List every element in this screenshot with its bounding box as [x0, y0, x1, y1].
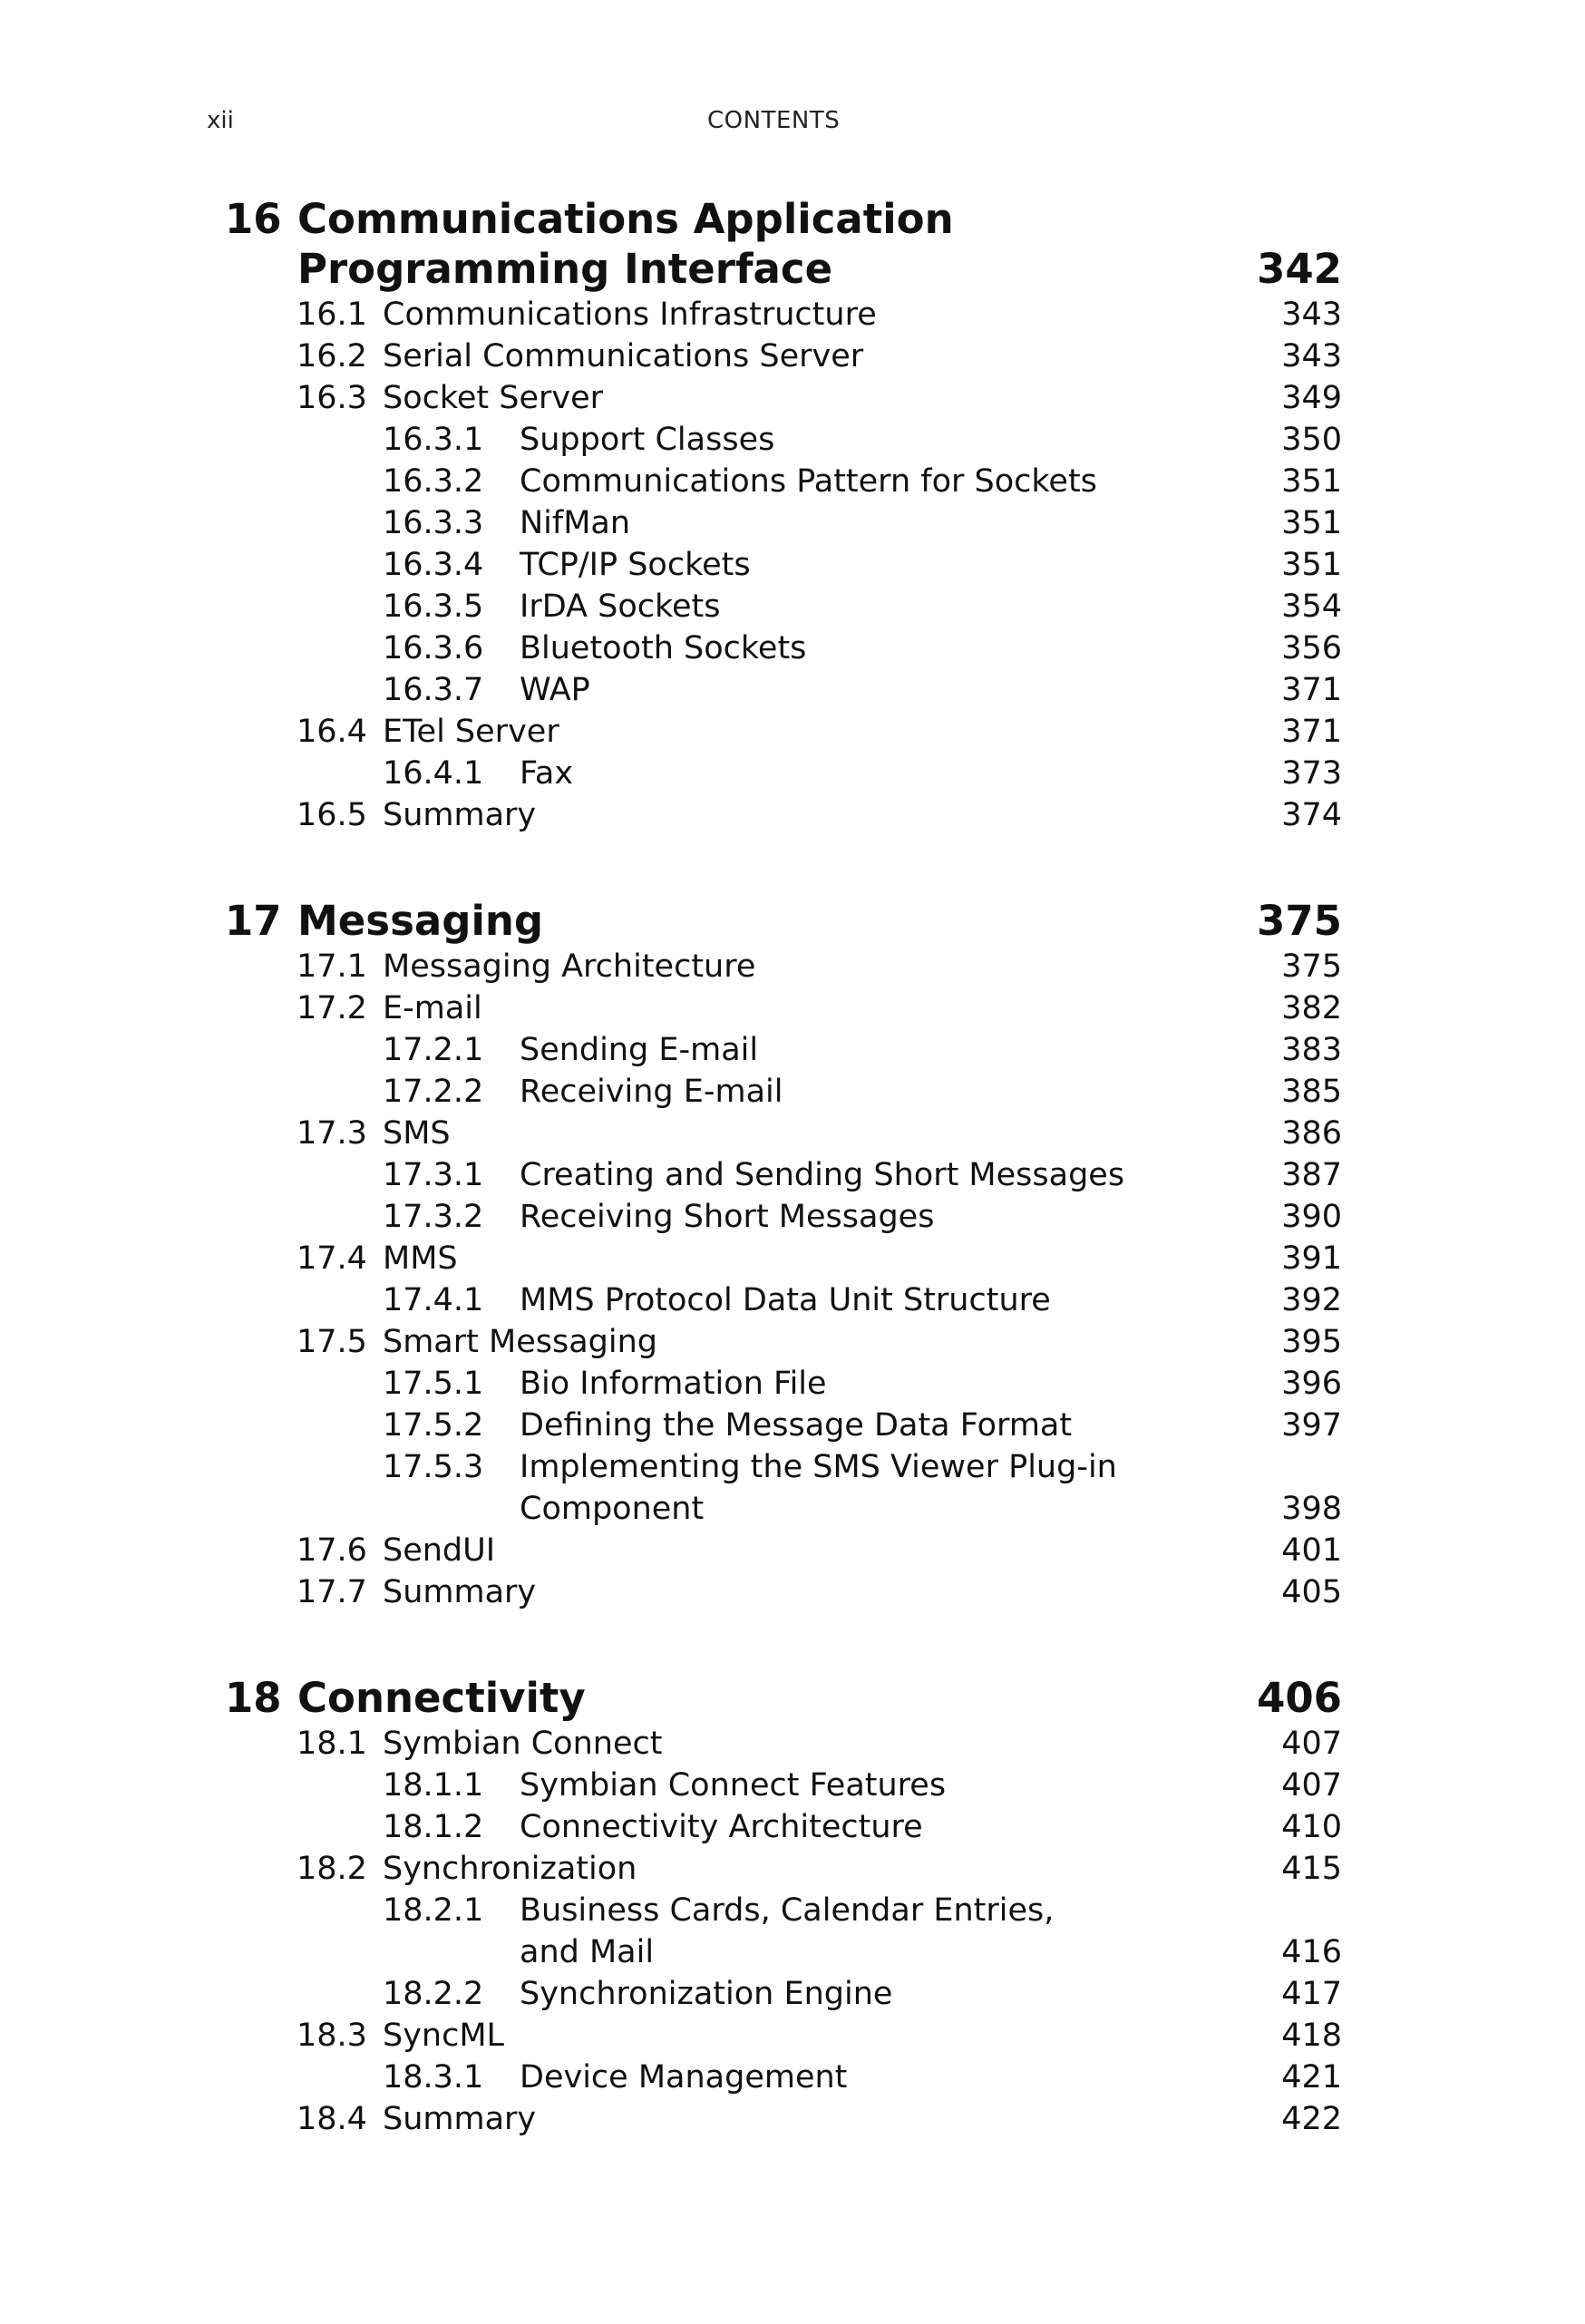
toc-entry[interactable]	[225, 502, 1342, 544]
toc-entry[interactable]	[225, 1973, 1342, 2015]
section-number: 16.2	[297, 338, 367, 374]
section-title: IrDA Sockets	[520, 588, 721, 625]
section-page-number: 390	[1281, 1199, 1342, 1235]
section-number: 17.6	[297, 1532, 367, 1569]
section-page-number: 416	[1281, 1934, 1342, 1970]
section-page-number: 387	[1281, 1157, 1342, 1193]
toc-entry[interactable]	[225, 1723, 1342, 1765]
section-title: Business Cards, Calendar Entries,	[520, 1892, 1055, 1929]
toc-entry[interactable]	[225, 753, 1342, 794]
section-title: Defining the Message Data Format	[520, 1407, 1073, 1444]
section-number: 18.1.1	[383, 1767, 484, 1804]
section-title: Smart Messaging	[383, 1324, 657, 1360]
toc-entry[interactable]	[225, 669, 1342, 711]
section-number: 17.3.2	[383, 1199, 484, 1235]
toc-entry[interactable]	[225, 1154, 1342, 1196]
section-title: Fax	[520, 755, 574, 792]
toc-entry[interactable]	[225, 2015, 1342, 2057]
section-title: Receiving Short Messages	[520, 1199, 935, 1235]
section-number: 18.2.1	[383, 1892, 484, 1929]
toc-entry[interactable]	[225, 1765, 1342, 1806]
toc-entry[interactable]	[225, 987, 1342, 1029]
section-page-number: 422	[1281, 2101, 1342, 2137]
section-title: Bluetooth Sockets	[520, 630, 807, 666]
section-title: Communications Infrastructure	[383, 297, 877, 333]
toc-entry[interactable]	[225, 946, 1342, 987]
chapter-page-number: 342	[1257, 245, 1342, 293]
section-title: MMS	[383, 1240, 458, 1277]
section-number: 16.4	[297, 714, 367, 750]
section-title: SMS	[383, 1115, 451, 1152]
section-number: 17.3	[297, 1115, 367, 1152]
section-page-number: 343	[1281, 297, 1342, 333]
section-page-number: 405	[1281, 1574, 1342, 1610]
chapter-title: Communications Application Programming Interface	[297, 195, 954, 293]
section-number: 17.2.2	[383, 1074, 484, 1110]
section-page-number: 396	[1281, 1366, 1342, 1402]
section-number: 16.3.4	[383, 547, 484, 583]
toc-entry[interactable]	[225, 2057, 1342, 2098]
toc-entry-continuation[interactable]	[225, 1931, 1342, 1973]
section-page-number: 398	[1281, 1491, 1342, 1527]
section-title: Sending E-mail	[520, 1032, 759, 1068]
section-title: Implementing the SMS Viewer Plug-in	[520, 1449, 1117, 1485]
section-number: 16.1	[297, 297, 367, 333]
section-page-number: 351	[1281, 463, 1342, 500]
section-number: 16.3.3	[383, 505, 484, 541]
toc-entry[interactable]	[225, 335, 1342, 377]
section-page-number: 417	[1281, 1976, 1342, 2012]
chapter-title: Messaging	[297, 897, 544, 945]
section-page-number: 371	[1281, 714, 1342, 750]
section-number: 17.2.1	[383, 1032, 484, 1068]
section-page-number: 401	[1281, 1532, 1342, 1569]
running-header	[207, 107, 1342, 143]
section-page-number: 415	[1281, 1851, 1342, 1887]
toc-entry[interactable]	[225, 2098, 1342, 2140]
section-page-number: 385	[1281, 1074, 1342, 1110]
section-number: 17.5.3	[383, 1449, 484, 1485]
chapter-number: 17	[225, 897, 282, 945]
section-page-number: 351	[1281, 547, 1342, 583]
toc-entry-continuation[interactable]	[225, 1488, 1342, 1530]
section-title: Symbian Connect Features	[520, 1767, 947, 1804]
section-number: 17.4.1	[383, 1282, 484, 1318]
toc-entry[interactable]	[225, 1071, 1342, 1113]
section-number: 17.5.1	[383, 1366, 484, 1402]
section-title: SendUI	[383, 1532, 496, 1569]
section-title: MMS Protocol Data Unit Structure	[520, 1282, 1051, 1318]
section-page-number: 395	[1281, 1324, 1342, 1360]
section-number: 17.5.2	[383, 1407, 484, 1444]
toc-entry[interactable]	[225, 1279, 1342, 1321]
section-number: 16.3.2	[383, 463, 484, 500]
section-page-number: 382	[1281, 990, 1342, 1026]
chapter-heading[interactable]	[225, 1673, 1342, 1723]
section-title: Messaging Architecture	[383, 948, 756, 985]
section-title: Receiving E-mail	[520, 1074, 783, 1110]
section-title: Bio Information File	[520, 1366, 827, 1402]
section-title: Summary	[383, 1574, 537, 1610]
section-number: 16.3.5	[383, 588, 484, 625]
section-page-number: 343	[1281, 338, 1342, 374]
chapter-block	[225, 194, 1342, 836]
chapter-number: 16	[225, 195, 282, 243]
section-title: and Mail	[520, 1934, 655, 1970]
section-page-number: 373	[1281, 755, 1342, 792]
section-page-number: 375	[1281, 948, 1342, 985]
section-number: 17.1	[297, 948, 367, 985]
toc-entry[interactable]	[225, 1530, 1342, 1571]
section-page-number: 421	[1281, 2059, 1342, 2095]
section-title: Symbian Connect	[383, 1726, 663, 1762]
section-number: 18.2	[297, 1851, 367, 1887]
section-number: 16.3	[297, 380, 367, 416]
section-title: NifMan	[520, 505, 631, 541]
toc-entry[interactable]	[225, 1848, 1342, 1890]
toc-entry[interactable]	[225, 711, 1342, 753]
section-page-number: 356	[1281, 630, 1342, 666]
section-title: SyncML	[383, 2018, 505, 2054]
section-title: Synchronization Engine	[520, 1976, 893, 2012]
toc-entry[interactable]	[225, 544, 1342, 586]
section-number: 17.2	[297, 990, 367, 1026]
toc-entry[interactable]	[225, 1806, 1342, 1848]
page-folio: xii	[207, 107, 234, 134]
chapter-page-number: 406	[1257, 1674, 1342, 1722]
chapter-page-number: 375	[1257, 897, 1342, 945]
toc-entry[interactable]	[225, 1196, 1342, 1238]
toc-entry[interactable]	[225, 1321, 1342, 1363]
section-page-number: 386	[1281, 1115, 1342, 1152]
section-title: WAP	[520, 672, 590, 708]
section-page-number: 418	[1281, 2018, 1342, 2054]
section-number: 18.4	[297, 2101, 367, 2137]
section-page-number: 354	[1281, 588, 1342, 625]
toc-entry[interactable]	[225, 1446, 1342, 1488]
section-page-number: 407	[1281, 1726, 1342, 1762]
toc-entry[interactable]	[225, 794, 1342, 836]
section-number: 18.1	[297, 1726, 367, 1762]
section-page-number: 383	[1281, 1032, 1342, 1068]
section-title: Summary	[383, 2101, 537, 2137]
toc-entry[interactable]	[225, 419, 1342, 461]
chapter-block	[225, 1673, 1342, 2140]
chapter-number: 18	[225, 1674, 282, 1722]
section-number: 18.3	[297, 2018, 367, 2054]
section-title: TCP/IP Sockets	[520, 547, 751, 583]
toc-entry[interactable]	[225, 586, 1342, 627]
toc-entry[interactable]	[225, 294, 1342, 335]
toc-entry[interactable]	[225, 1363, 1342, 1405]
toc-entry[interactable]	[225, 1238, 1342, 1279]
section-page-number: 371	[1281, 672, 1342, 708]
section-page-number: 391	[1281, 1240, 1342, 1277]
section-title: Summary	[383, 797, 537, 833]
section-number: 18.1.2	[383, 1809, 484, 1845]
section-number: 18.3.1	[383, 2059, 484, 2095]
section-title: Serial Communications Server	[383, 338, 864, 374]
section-number: 17.3.1	[383, 1157, 484, 1193]
toc-entry[interactable]	[225, 1890, 1342, 1931]
section-title: Component	[520, 1491, 705, 1527]
section-number: 18.2.2	[383, 1976, 484, 2012]
chapter-spacer	[225, 1613, 1342, 1673]
section-page-number: 392	[1281, 1282, 1342, 1318]
chapter-title: Connectivity	[297, 1674, 586, 1722]
toc-entry[interactable]	[225, 461, 1342, 502]
section-number: 16.3.6	[383, 630, 484, 666]
section-title: ETel Server	[383, 714, 559, 750]
chapter-spacer	[225, 836, 1342, 896]
toc-entry[interactable]	[225, 627, 1342, 669]
section-number: 16.5	[297, 797, 367, 833]
section-number: 16.4.1	[383, 755, 484, 792]
section-page-number: 349	[1281, 380, 1342, 416]
chapter-heading[interactable]	[225, 194, 1342, 294]
toc-entry[interactable]	[225, 1029, 1342, 1071]
section-page-number: 410	[1281, 1809, 1342, 1845]
section-title: Synchronization	[383, 1851, 637, 1887]
chapter-block	[225, 896, 1342, 1613]
table-of-contents	[225, 194, 1342, 2140]
section-page-number: 407	[1281, 1767, 1342, 1804]
section-page-number: 397	[1281, 1407, 1342, 1444]
toc-entry[interactable]	[225, 1405, 1342, 1446]
section-number: 17.5	[297, 1324, 367, 1360]
toc-entry[interactable]	[225, 1113, 1342, 1154]
toc-entry[interactable]	[225, 1571, 1342, 1613]
section-title: Communications Pattern for Sockets	[520, 463, 1097, 500]
section-title: E-mail	[383, 990, 482, 1026]
section-page-number: 374	[1281, 797, 1342, 833]
section-number: 17.7	[297, 1574, 367, 1610]
toc-entry[interactable]	[225, 377, 1342, 419]
section-title: Connectivity Architecture	[520, 1809, 923, 1845]
section-page-number: 350	[1281, 422, 1342, 458]
chapter-heading[interactable]	[225, 896, 1342, 946]
section-number: 16.3.1	[383, 422, 484, 458]
section-number: 16.3.7	[383, 672, 484, 708]
section-title: Support Classes	[520, 422, 775, 458]
running-title: CONTENTS	[707, 107, 841, 134]
section-page-number: 351	[1281, 505, 1342, 541]
section-title: Creating and Sending Short Messages	[520, 1157, 1125, 1193]
section-title: Socket Server	[383, 380, 604, 416]
section-number: 17.4	[297, 1240, 367, 1277]
section-title: Device Management	[520, 2059, 848, 2095]
